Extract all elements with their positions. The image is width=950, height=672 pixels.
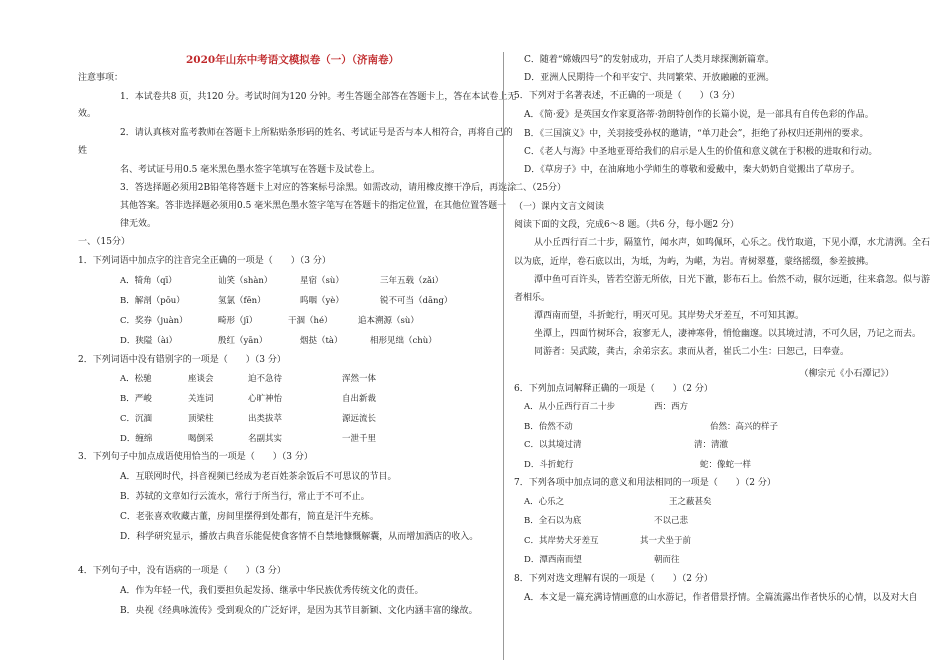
question-5-stem: 5．下列对于名著表述，不正确的一项是（ ）（3 分） bbox=[514, 91, 740, 101]
option-cell: 氢氯（fēn） bbox=[218, 296, 266, 306]
notice-line: 律无效。 bbox=[120, 219, 157, 229]
option-cell: 关连词 bbox=[188, 394, 214, 404]
notice-line: 2．请认真核对监考教师在答题卡上所粘贴条形码的姓名、考试证号是否与本人相符合，再将自己的 bbox=[120, 128, 513, 138]
section2-heading: 二、（25分） bbox=[514, 183, 566, 193]
question-4-stem: 4．下列句子中，没有语病的一项是（ ）（3 分） bbox=[78, 566, 286, 576]
option-line: D．《草房子》中，在油麻地小学师生的尊敬和爱戴中，秦大奶奶自觉搬出了草房子。 bbox=[524, 165, 860, 175]
option-cell: 殷红（yān） bbox=[218, 336, 268, 346]
right-column bbox=[514, 0, 931, 672]
question-6-stem: 6．下列加点词解释正确的一项是（ ）（2 分） bbox=[514, 384, 713, 394]
option-cell: 朝而往 bbox=[654, 555, 680, 565]
option-cell: 座谈会 bbox=[188, 374, 214, 384]
option-line: C．老张喜欢收藏古董，房间里摆得到处都有，简直是汗牛充栋。 bbox=[120, 512, 379, 522]
option-cell: 西：西方 bbox=[654, 402, 689, 412]
option-cell: 不以己悲 bbox=[654, 516, 689, 526]
notice-line: 姓 bbox=[78, 146, 88, 156]
option-line: A．《简·爱》是英国女作家夏洛蒂·勃朗特创作的长篇小说，是一部具有自传色彩的作品。 bbox=[524, 110, 874, 120]
option-line: C．《老人与海》中圣地亚哥给我们的启示是人生的价值和意义就在于积极的进取和行动。 bbox=[524, 147, 878, 157]
passage-line: 潭中鱼可百许头，皆若空游无所依，日光下澈，影布石上。佁然不动，俶尔远逝，往来翕忽。似与游 bbox=[534, 275, 931, 285]
column-divider bbox=[503, 52, 504, 660]
option-line: A．互联网时代，抖音视频已经成为老百姓茶余饭后不可思议的节目。 bbox=[120, 472, 397, 482]
option-cell: C．其岸势犬牙差互 bbox=[524, 536, 599, 546]
option-cell: 星宿（sù） bbox=[300, 276, 344, 286]
notice-line: 1．本试卷共8 页，共120 分。考试时间为120 分钟。考生答题全部答在答题卡上，答在本试卷上无 bbox=[120, 92, 517, 102]
passage-line: 潭西南而望，斗折蛇行，明灭可见。其岸势犬牙差互，不可知其源。 bbox=[534, 311, 805, 321]
option-cell: 一泄千里 bbox=[342, 434, 377, 444]
option-cell: A．松驰 bbox=[120, 374, 152, 384]
option-cell: 源远流长 bbox=[342, 414, 377, 424]
option-cell: 清：清澈 bbox=[694, 440, 729, 450]
question-7-stem: 7．下列各项中加点词的意义和用法相同的一项是（ ）（2 分） bbox=[514, 478, 776, 488]
option-cell: B．严峻 bbox=[120, 394, 152, 404]
page-title: 2020年山东中考语文模拟卷（一）（济南卷） bbox=[186, 54, 399, 66]
passage-line: 以为底，近岸，卷石底以出，为坻，为屿，为嵁，为岩。青树翠蔓，蒙络摇缀，参差披拂。 bbox=[514, 257, 875, 267]
option-line: B．苏轼的文章如行云流水，常行于所当行，常止于不可不止。 bbox=[120, 492, 370, 502]
option-cell: 浑然一体 bbox=[342, 374, 377, 384]
option-cell: C．奖券（juàn） bbox=[120, 316, 188, 326]
notice-heading: 注意事项： bbox=[78, 73, 124, 83]
notice-line: 名、考试证号用0.5 毫米黑色墨水签字笔填写在答题卡及试卷上。 bbox=[120, 165, 381, 175]
option-line: C．随着“嫦娥四号”的发射成功，开启了人类月球探测新篇章。 bbox=[524, 55, 775, 65]
option-cell: C．以其境过清 bbox=[524, 440, 582, 450]
passage-line: 坐潭上，四面竹树环合，寂寥无人，凄神寒骨，悄怆幽邃。以其境过清，不可久居，乃记之而去。 bbox=[534, 329, 922, 339]
option-cell: D．缠绵 bbox=[120, 434, 153, 444]
option-cell: B．佁然不动 bbox=[524, 422, 573, 432]
option-cell: A．犄角（qī） bbox=[120, 276, 177, 286]
option-cell: 蛇：像蛇一样 bbox=[700, 460, 752, 470]
question-2-stem: 2．下列词语中没有错别字的一项是（ ）（3 分） bbox=[78, 355, 286, 365]
option-line: D．亚洲人民期待一个和平安宁、共同繁荣、开放融融的亚洲。 bbox=[524, 73, 775, 83]
option-cell: 迫不急待 bbox=[248, 374, 283, 384]
option-cell: B．全石以为底 bbox=[524, 516, 582, 526]
passage-line: 同游者：吴武陵，龚古，余弟宗玄。隶而从者，崔氏二小生：曰恕己，曰奉壹。 bbox=[534, 347, 850, 357]
option-line: A．本文是一篇充满诗情画意的山水游记，作者借景抒情。全篇流露出作者快乐的心情，以及对大自 bbox=[524, 593, 918, 603]
option-line: B．央视《经典咏流传》受到观众的广泛好评，是因为其节目新颖、文化内涵丰富的缘故。 bbox=[120, 606, 478, 616]
option-cell: B．解剖（pōu） bbox=[120, 296, 185, 306]
notice-line: 3．答选择题必须用2B铅笔将答题卡上对应的答案标号涂黑。如需改动，请用橡皮擦干净后，再选涂 bbox=[120, 183, 517, 193]
option-cell: 畸形（jī） bbox=[218, 316, 258, 326]
option-cell: C．沉湎 bbox=[120, 414, 153, 424]
notice-line: 效。 bbox=[78, 109, 97, 119]
option-cell: 追本溯源（sù） bbox=[358, 316, 419, 326]
option-cell: 锐不可当（dāng） bbox=[380, 296, 453, 306]
option-cell: 呜咽（yè） bbox=[300, 296, 344, 306]
passage-line: 者相乐。 bbox=[514, 293, 551, 303]
option-cell: D．狭隘（ài） bbox=[120, 336, 178, 346]
option-cell: 讪笑（shàn） bbox=[218, 276, 273, 286]
option-cell: 出类拔萃 bbox=[248, 414, 283, 424]
question-8-stem: 8．下列对选文理解有误的一项是（ ）（2 分） bbox=[514, 574, 713, 584]
option-cell: A．从小丘西行百二十步 bbox=[524, 402, 616, 412]
option-cell: 名副其实 bbox=[248, 434, 283, 444]
option-cell: 三年五载（zǎi） bbox=[380, 276, 444, 286]
option-cell: D．潭西南而望 bbox=[524, 555, 582, 565]
option-cell: 干涸（hé） bbox=[288, 316, 333, 326]
question-3-stem: 3．下列句子中加点成语使用恰当的一项是（ ）（3 分） bbox=[78, 452, 313, 462]
section2-subheading: （一）课内文言文阅读 bbox=[514, 202, 605, 212]
option-cell: D．斗折蛇行 bbox=[524, 460, 574, 470]
left-column bbox=[78, 0, 517, 672]
option-line: D．科学研究显示，播放古典音乐能促使食客情不自禁地慷慨解囊，从而增加酒店的收入。 bbox=[120, 532, 479, 542]
option-cell: 心旷神怡 bbox=[248, 394, 283, 404]
option-cell: 顶梁柱 bbox=[188, 414, 214, 424]
notice-line: 其他答案。答非选择题必须用0.5 毫米黑色墨水签字笔写在答题卡的指定位置，在其他位置答题一 bbox=[120, 201, 507, 211]
option-cell: 王之蔽甚矣 bbox=[669, 497, 712, 507]
option-line: A．作为年轻一代，我们要担负起发扬、继承中华民族优秀传统文化的责任。 bbox=[120, 586, 424, 596]
option-cell: A．心乐之 bbox=[524, 497, 565, 507]
option-cell: 相形见绌（chù） bbox=[370, 336, 437, 346]
passage-line: 从小丘西行百二十步，隔篁竹，闻水声，如鸣佩环，心乐之。伐竹取道，下见小潭，水尤清洌。全石 bbox=[534, 238, 931, 248]
option-cell: 烟挞（tà） bbox=[300, 336, 343, 346]
option-cell: 自出新裁 bbox=[342, 394, 377, 404]
option-cell: 佁然：高兴的样子 bbox=[710, 422, 779, 432]
passage-source: （柳宗元《小石潭记》） bbox=[799, 369, 894, 379]
section2-intro: 阅读下面的文段，完成6～8 题。（共6 分，每小题2 分） bbox=[514, 220, 739, 230]
option-cell: 喝倒采 bbox=[188, 434, 214, 444]
option-cell: 其一犬坐于前 bbox=[640, 536, 692, 546]
option-line: B．《三国演义》中，关羽接受孙权的邀请，“单刀赴会”，拒绝了孙权归还荆州的要求。 bbox=[524, 129, 869, 139]
section1-heading: 一、（15分） bbox=[78, 237, 130, 247]
question-1-stem: 1．下列词语中加点字的注音完全正确的一项是（ ）（3 分） bbox=[78, 256, 331, 266]
